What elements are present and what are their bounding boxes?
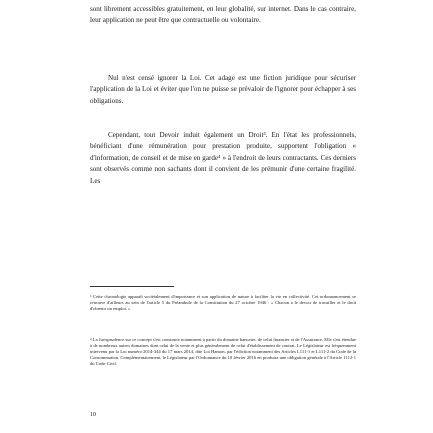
body-paragraph-1: sont librement accessibles gratuitement, en leur globalité, sur internet. Dans le cas contraire, leur application ne peut être que contractuelle ou volontaire.	[90, 5, 356, 25]
page-number: 10	[90, 412, 96, 418]
footnote-4: ⁴ La Jurisprudence sur ce concept s'est construite notamment à partir du domaine bancaire, de celui financier et de l'Assurance. Elle s'est étendue à de nombreux autres domaines dont celui de la vente et plus généralement de celui d'établissement de contrat. Le Législateur est fréquemment intervenu par la Loi numéro 2014-344 du 17 mars 2014, dite Loi Hamon, par l'édiction notamment des Articles L111-1 et L111-2 du Code de la Consommation. Complémentairement, le Législateur par l'Ordonnance du 10 février 2016 en produira une obligation générale à l'Article 1112-1 du Code Civil.	[90, 337, 356, 367]
footnote-separator	[90, 286, 174, 287]
footnote-3: ³ Cette chronologie apparaît sociétalement d'importance et son application de nature à faciliter la vie en collectivité. Cet ordonnancement se retrouve d'ailleurs au sein de l'article 5 du Préambule de la Constitution du 27 octobre 1946 : « Chacun a le devoir de travailler et le droit d'obtenir un emploi. »	[90, 294, 356, 312]
body-paragraph-3: Cependant, tout Devoir induit également un Droit³. En l'état les professionnels, bénéficiant d'une rémunération pour prestation produite, supportent l'obligation « d'information, de conseil et de mise en garde⁴ » à l'endroit de leurs contractants. Ces derniers sont observés comme non sachants dont il convient de les prémunir d'une certaine fragilité. Les	[90, 131, 356, 185]
body-paragraph-2: Nul n'est censé ignorer la Loi. Cet adage est une fiction juridique pour sécuriser l'application de la Loi et éviter que l'on ne puisse se prévaloir de l'ignorer pour échapper à ses obligations.	[90, 74, 356, 105]
